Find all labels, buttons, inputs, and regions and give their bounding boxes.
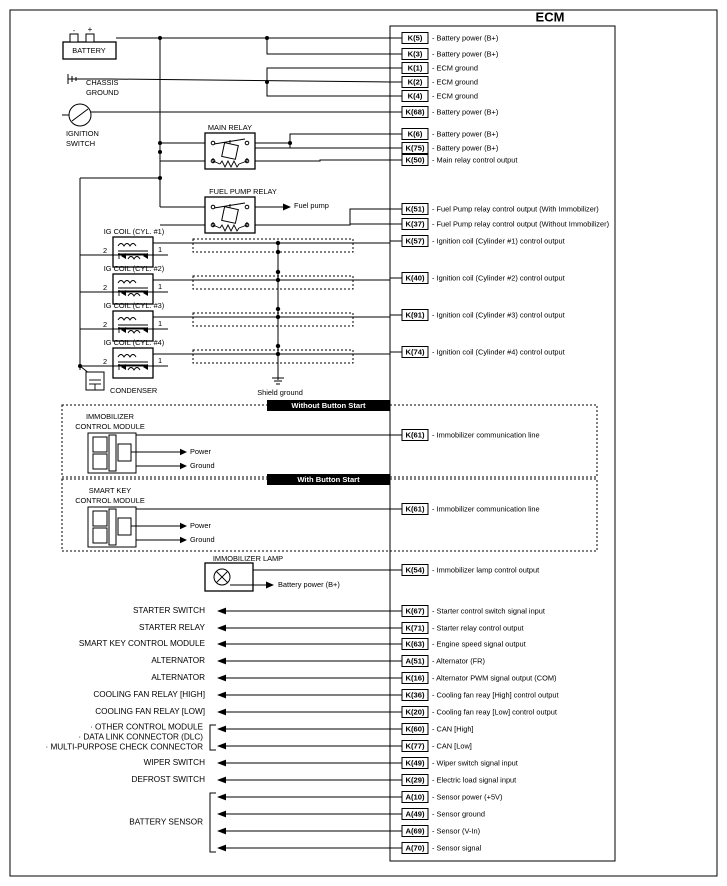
pin-description: - Starter control switch signal input <box>432 606 545 616</box>
pin-code: K(68) <box>405 107 425 117</box>
fuel-pump-label: Fuel pump <box>294 200 329 210</box>
ecm-pin-row <box>390 204 599 215</box>
pin-code: K(36) <box>405 690 425 700</box>
ig-coil-pin-2: 2 <box>103 245 108 255</box>
module-title-line1: SMART KEY <box>88 485 132 495</box>
ig-coil-pin-1: 1 <box>158 318 163 328</box>
ig-coil-label: IG COIL (CYL. #1) <box>103 226 165 236</box>
ecm-pin-row <box>390 809 485 820</box>
battery-minus-sign: - <box>72 27 76 35</box>
ig-coil-pin-1: 1 <box>158 355 163 365</box>
pin-code: K(71) <box>405 623 425 633</box>
module-badge-label: Without Button Start <box>291 400 366 410</box>
ig-coil-label: IG COIL (CYL. #2) <box>103 263 165 273</box>
left-signal-label: DEFROST SWITCH <box>131 775 205 785</box>
ig-coil-body <box>113 348 153 378</box>
main-relay-coil <box>222 143 239 160</box>
pin-description: - Starter relay control output <box>432 623 524 633</box>
pin-description: - ECM ground <box>432 91 479 101</box>
ecm-pin-row <box>390 690 559 701</box>
pin-code: K(29) <box>405 775 425 785</box>
pin-description: - Battery power (B+) <box>432 143 499 153</box>
ecm-pin-row <box>390 430 540 441</box>
battery-plus-sign: + <box>87 25 93 35</box>
condenser-label: CONDENSER <box>110 385 158 395</box>
module-connector <box>109 435 116 471</box>
pin-code: K(60) <box>405 724 425 734</box>
pin-code: K(54) <box>405 565 425 575</box>
module-power-label: Power <box>190 520 211 530</box>
pin-code: K(51) <box>405 204 425 214</box>
pin-description: - Battery power (B+) <box>432 49 499 59</box>
module-badge-label: With Button Start <box>297 474 360 484</box>
pin-description: - Alternator (FR) <box>432 656 485 666</box>
ecm-pin-row <box>390 143 498 154</box>
pin-description: - Alternator PWM signal output (COM) <box>432 673 557 683</box>
ecm-pin-row <box>390 775 516 786</box>
battery-label: BATTERY <box>72 45 106 55</box>
ecm-pin-row <box>390 826 480 837</box>
ecm-pin-row <box>390 792 502 803</box>
left-signal-label: SMART KEY CONTROL MODULE <box>78 639 205 649</box>
pin-description: - Sensor power (+5V) <box>432 792 503 802</box>
pin-code: K(5) <box>407 33 423 43</box>
chassis-ground-label-line1: CHASSIS <box>86 77 119 87</box>
pin-code: K(50) <box>405 155 425 165</box>
left-signal-label: ALTERNATOR <box>151 656 205 666</box>
ecm-pin-row <box>390 707 557 718</box>
pin-code: K(1) <box>407 63 423 73</box>
ecm-pin-row <box>390 33 498 44</box>
fuel-pump-relay-label: FUEL PUMP RELAY <box>209 186 277 196</box>
module-title-line2: CONTROL MODULE <box>75 421 145 431</box>
main-relay-contact-b <box>245 141 249 145</box>
fuel-pump-relay-contact-b <box>245 205 249 209</box>
ecm-pin-row <box>390 565 539 576</box>
chassis-ground-label-line2: GROUND <box>86 87 119 97</box>
pin-description: - Battery power (B+) <box>432 107 499 117</box>
pin-description: - Ignition coil (Cylinder #1) control output <box>432 236 565 246</box>
group-signal-label: · MULTI-PURPOSE CHECK CONNECTOR <box>45 742 203 752</box>
pin-code: K(4) <box>407 91 423 101</box>
ig-coil-label: IG COIL (CYL. #3) <box>103 300 165 310</box>
pin-description: - Engine speed signal output <box>432 639 526 649</box>
pin-code: K(77) <box>405 741 425 751</box>
page-title: ECM <box>535 9 565 25</box>
group-signal-label: · OTHER CONTROL MODULE <box>90 722 203 732</box>
pin-description: - Ignition coil (Cylinder #2) control output <box>432 273 565 283</box>
pin-code: K(2) <box>407 77 423 87</box>
pin-code: K(57) <box>405 236 425 246</box>
ecm-pin-row <box>390 236 565 247</box>
junction-dot <box>265 80 269 84</box>
group-signal-label: BATTERY SENSOR <box>129 817 203 827</box>
junction-dot <box>158 141 162 145</box>
pin-code: K(67) <box>405 606 425 616</box>
pin-description: - Cooling fan reay [High] control output <box>432 690 559 700</box>
shield-junction-dot <box>276 352 280 356</box>
ecm-pin-row <box>390 310 565 321</box>
pin-description: - ECM ground <box>432 63 479 73</box>
ecm-pin-row <box>390 91 478 102</box>
module-ground-label: Ground <box>190 460 215 470</box>
pin-description: - Immobilizer communication line <box>432 504 540 514</box>
ecm-pin-row <box>390 155 517 166</box>
pin-code: A(70) <box>405 843 425 853</box>
immobilizer-lamp-label: IMMOBILIZER LAMP <box>212 553 284 563</box>
ig-coil-label: IG COIL (CYL. #4) <box>103 337 165 347</box>
left-signal-label: ALTERNATOR <box>151 673 205 683</box>
ecm-pin-row <box>390 758 518 769</box>
ig-coil-pin-2: 2 <box>103 319 108 329</box>
pin-description: - Sensor (V-In) <box>432 826 481 836</box>
ecm-pin-row <box>390 623 524 634</box>
pin-code: K(20) <box>405 707 425 717</box>
shield-junction-dot <box>276 278 280 282</box>
ecm-pin-row <box>390 673 556 684</box>
pin-description: - Battery power (B+) <box>432 129 499 139</box>
pin-description: - Fuel Pump relay control output (Without Immobilizer) <box>432 219 610 229</box>
pin-description: - Ignition coil (Cylinder #3) control output <box>432 310 565 320</box>
pin-code: K(63) <box>405 639 425 649</box>
module-pin-block-c <box>118 444 131 461</box>
ecm-pin-row <box>390 639 526 650</box>
pin-description: - CAN [High] <box>432 724 474 734</box>
module-pin-block-c <box>118 518 131 535</box>
ecm-pin-row <box>390 606 545 617</box>
module-pin-block-b <box>93 528 107 543</box>
ignition-switch-label-line2: SWITCH <box>66 138 96 148</box>
pin-description: - Immobilizer lamp control output <box>432 565 540 575</box>
pin-description: - Immobilizer communication line <box>432 430 540 440</box>
module-power-label: Power <box>190 446 211 456</box>
main-relay-label: MAIN RELAY <box>207 122 253 132</box>
group-signal-label: · DATA LINK CONNECTOR (DLC) <box>78 732 203 742</box>
pin-code: K(49) <box>405 758 425 768</box>
module-connector <box>109 509 116 545</box>
ecm-pin-row <box>390 219 609 230</box>
ig-coil-pin-1: 1 <box>158 281 163 291</box>
pin-description: - Wiper switch signal input <box>432 758 518 768</box>
left-signal-label: COOLING FAN RELAY [LOW] <box>95 707 205 717</box>
pin-description: - Battery power (B+) <box>432 33 499 43</box>
pin-code: K(75) <box>405 143 425 153</box>
shield-junction-dot <box>276 307 280 311</box>
left-signal-label: STARTER RELAY <box>139 623 205 633</box>
ecm-pin-row <box>390 843 482 854</box>
module-title-line2: CONTROL MODULE <box>75 495 145 505</box>
module-pin-block-b <box>93 454 107 469</box>
pin-code: K(61) <box>405 430 425 440</box>
left-signal-label: COOLING FAN RELAY [HIGH] <box>93 690 205 700</box>
ecm-pin-row <box>390 49 498 60</box>
ig-coil-body <box>113 311 153 341</box>
module-ground-label: Ground <box>190 534 215 544</box>
module-pin-block-a <box>93 437 107 452</box>
ig-coil-pin-2: 2 <box>103 282 108 292</box>
pin-description: - Electric load signal input <box>432 775 517 785</box>
pin-code: A(69) <box>405 826 425 836</box>
ignition-switch-label-line1: IGNITION <box>66 128 99 138</box>
left-signal-label: STARTER SWITCH <box>132 606 205 616</box>
pin-description: - Sensor ground <box>432 809 485 819</box>
ecm-pin-row <box>390 504 540 515</box>
ig-coil-pin-1: 1 <box>158 244 163 254</box>
pin-description: - Main relay control output <box>432 155 518 165</box>
module-title-line1: IMMOBILIZER <box>85 411 135 421</box>
ecm-pin-row <box>390 656 485 667</box>
shield-ground-label: Shield ground <box>257 387 303 397</box>
ecm-pin-row <box>390 77 478 88</box>
ecm-pin-row <box>390 273 565 284</box>
pin-code: K(37) <box>405 219 425 229</box>
shield-junction-dot <box>276 241 280 245</box>
pin-code: K(6) <box>407 129 423 139</box>
fuel-pump-relay-coil <box>222 207 239 224</box>
ecm-pin-row <box>390 347 565 358</box>
ig-coil-pin-2: 2 <box>103 356 108 366</box>
ecm-pin-row <box>390 129 498 140</box>
module-pin-block-a <box>93 511 107 526</box>
pin-description: - Ignition coil (Cylinder #4) control output <box>432 347 565 357</box>
ig-coil-body <box>113 274 153 304</box>
main-relay-component <box>205 123 255 169</box>
battery-terminal-negative <box>70 34 78 42</box>
shield-junction-dot <box>276 344 280 348</box>
shield-junction-dot <box>276 315 280 319</box>
immobilizer-lamp-battery-power-label: Battery power (B+) <box>278 579 340 589</box>
pin-description: - ECM ground <box>432 77 479 87</box>
pin-code: K(16) <box>405 673 425 683</box>
pin-code: A(10) <box>405 792 425 802</box>
pin-description: - Sensor signal <box>432 843 482 853</box>
ecm-pin-row <box>390 724 473 735</box>
ecm-pin-row <box>390 107 498 118</box>
pin-code: K(61) <box>405 504 425 514</box>
pin-description: - Fuel Pump relay control output (With Immobilizer) <box>432 204 599 214</box>
pin-code: A(49) <box>405 809 425 819</box>
shield-junction-dot <box>276 250 280 254</box>
ecm-pin-row <box>390 63 478 74</box>
pin-code: K(74) <box>405 347 425 357</box>
pin-description: - CAN [Low] <box>432 741 472 751</box>
pin-description: - Cooling fan reay [Low] control output <box>432 707 557 717</box>
left-signal-label: WIPER SWITCH <box>143 758 205 768</box>
shield-junction-dot <box>276 270 280 274</box>
pin-code: K(40) <box>405 273 425 283</box>
battery-terminal-positive <box>86 34 94 42</box>
ig-coil-body <box>113 237 153 267</box>
pin-code: K(3) <box>407 49 423 59</box>
pin-code: K(91) <box>405 310 425 320</box>
pin-code: A(51) <box>405 656 425 666</box>
